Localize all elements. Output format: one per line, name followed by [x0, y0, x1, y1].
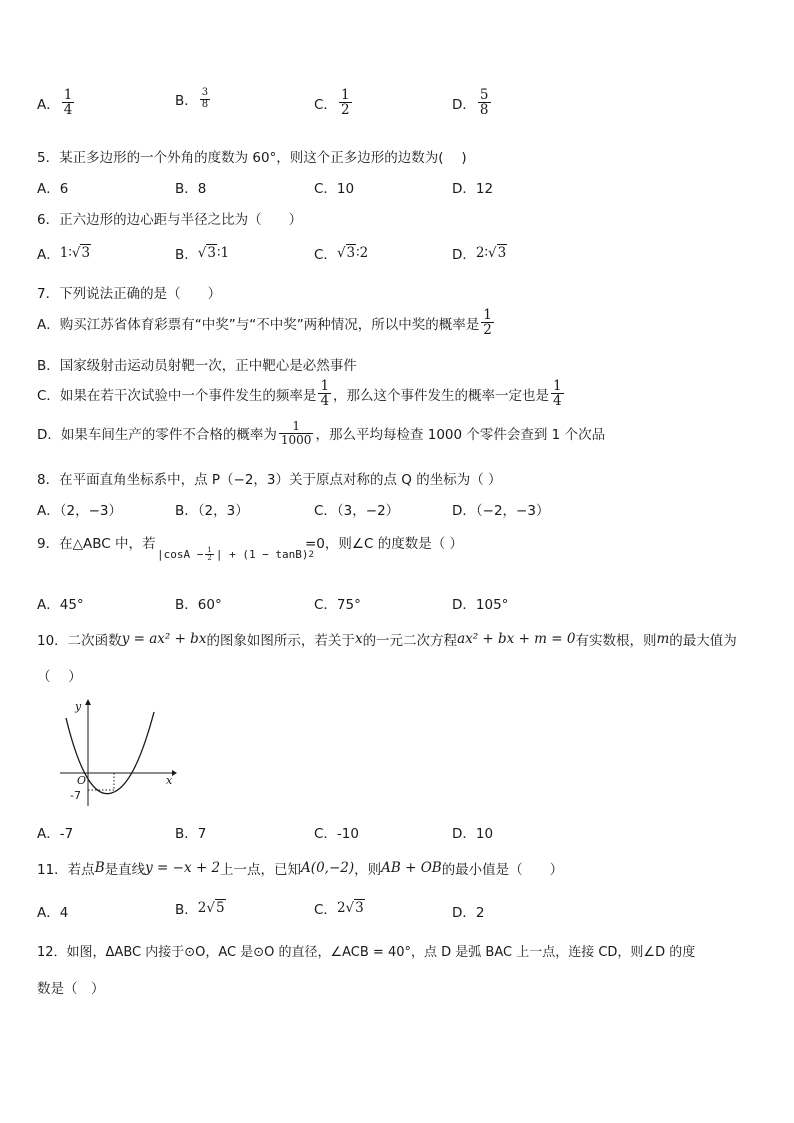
y-axis-label: y — [75, 700, 82, 713]
q6-option-d: D． 2∶√3 — [452, 245, 507, 263]
q9-option-c: C．75° — [314, 597, 361, 613]
q7-option-c: C．如果在若干次试验中一个事件发生的频率是 $\frac{1}{4}$ ，那么这个事件发生的概率一定也是 $\frac{1}{4}$ — [37, 378, 562, 410]
q4-option-b: B． $\frac{3}{8}$ — [175, 87, 209, 110]
q7-stem: 7．下列说法正确的是（ ） — [37, 286, 222, 302]
fraction: $\frac{1}{2}$ — [340, 87, 350, 119]
q10-option-c: C．-10 — [314, 826, 359, 842]
fraction: $\frac{1}{4}$ — [553, 378, 562, 410]
q9-stem-pre: 9．在△ABC 中，若 — [37, 536, 156, 552]
y-axis-arrow — [85, 699, 91, 705]
q9-option-d: D．105° — [452, 597, 509, 613]
q10-option-b: B．7 — [175, 826, 207, 842]
min-value-label: -7 — [70, 789, 81, 802]
q6-option-a: A． 1∶√3 — [37, 245, 91, 263]
q6-option-c: C． √3∶2 — [314, 245, 369, 263]
q10-option-a: A．-7 — [37, 826, 74, 842]
q11-option-d: D．2 — [452, 905, 485, 921]
q9-option-b: B．60° — [175, 597, 222, 613]
q8-option-a: A．（2，−3） — [37, 503, 122, 519]
q10-parabola-graph — [58, 698, 178, 808]
q12-stem-line1: 12．如图，ΔABC 内接于⊙O，AC 是⊙O 的直径，∠ACB = 40°，点 D 是弧 BAC 上一点，连接 CD，则∠D 的度 — [37, 945, 696, 960]
q5-option-b: B．8 — [175, 181, 207, 197]
q11-stem: 11．若点 B 是直线 y = −x + 2 上一点，已知 A(0,−2) ，则 AB + OB 的最小值是（ ） — [37, 860, 564, 878]
q8-option-d: D．（−2，−3） — [452, 503, 550, 519]
q5-option-d: D．12 — [452, 181, 494, 197]
q9-expression: |cosA − $\frac{1}{2}$ | + (1 − tanB) 2 — [157, 546, 314, 563]
q6-option-b: B． √3∶1 — [175, 245, 230, 263]
q9-option-a: A．45° — [37, 597, 84, 613]
q5-stem: 5．某正多边形的一个外角的度数为 60°，则这个正多边形的边数为( ) — [37, 150, 467, 166]
q8-option-b: B．（2，3） — [175, 503, 249, 519]
q7-option-d: D．如果车间生产的零件不合格的概率为 $\frac{1}{1000}$ ，那么平均每检查 1000 个零件会查到 1 个次品 — [37, 419, 606, 447]
q7-option-b: B．国家级射击运动员射靶一次，正中靶心是必然事件 — [37, 358, 357, 374]
q10-stem: 10．二次函数 y = ax² + bx 的图象如图所示，若关于 x 的一元二次方程 ax² + bx + m = 0 有实数根，则 m 的最大值为 — [37, 631, 737, 649]
q6-stem: 6．正六边形的边心距与半径之比为（ ） — [37, 212, 303, 228]
q10-stem-continued: （ ） — [37, 669, 82, 685]
fraction: $\frac{1}{4}$ — [63, 87, 73, 119]
q8-option-c: C．（3，−2） — [314, 503, 400, 519]
q11-option-c: C． 2√3 — [314, 900, 364, 918]
q4-option-a: A． $\frac{1}{4}$ — [37, 87, 73, 119]
q11-option-b: B． 2√5 — [175, 900, 225, 918]
q4-option-c: C． $\frac{1}{2}$ — [314, 87, 350, 119]
fraction: $\frac{1}{2}$ — [483, 307, 492, 339]
q4-option-d: D． $\frac{5}{8}$ — [452, 87, 489, 119]
q12-stem-line2: 数是（ ） — [37, 981, 105, 997]
q8-stem: 8．在平面直角坐标系中，点 P（−2，3）关于原点对称的点 Q 的坐标为（ ） — [37, 472, 502, 488]
q11-option-a: A．4 — [37, 905, 69, 921]
origin-label: O — [77, 774, 87, 787]
fraction: $\frac{5}{8}$ — [479, 87, 489, 119]
fraction: $\frac{1}{1000}$ — [280, 419, 312, 447]
q9-stem-post: =0，则∠C 的度数是（ ） — [305, 536, 464, 552]
x-axis-arrow — [172, 770, 177, 776]
q7-option-a: A．购买江苏省体育彩票有“中奖”与“不中奖”两种情况，所以中奖的概率是 $\frac{1}{2}$ — [37, 307, 492, 339]
q10-option-d: D．10 — [452, 826, 494, 842]
q5-option-a: A．6 — [37, 181, 69, 197]
fraction: $\frac{1}{4}$ — [320, 378, 330, 410]
fraction: $\frac{3}{8}$ — [201, 87, 209, 110]
q5-option-c: C．10 — [314, 181, 355, 197]
x-axis-label: x — [166, 774, 173, 787]
